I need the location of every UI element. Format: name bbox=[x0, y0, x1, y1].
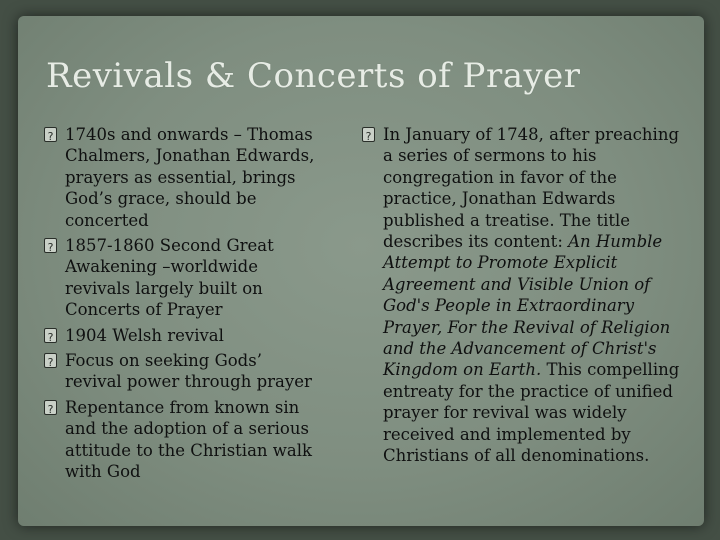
bullet-text: 1857-1860 Second Great Awakening –worldwide revivals largely built on Concerts of Prayer bbox=[65, 236, 274, 320]
bullet-text-intro: In January of 1748, after preaching a series of sermons to his congregation in favor of the practice, Jonathan Edwards published a treatise. The title describes its content: bbox=[383, 125, 680, 252]
list-item bbox=[44, 124, 322, 231]
treatise-title: An Humble Attempt to Promote Explicit Agreement and Visible Union of God's People in Extraordinary Prayer, For the Revival of Religion and the Advancement of Christ's Kingdom on Earth. bbox=[383, 232, 671, 380]
bullet-icon bbox=[44, 238, 57, 253]
list-item bbox=[44, 350, 322, 393]
slide-title: Revivals & Concerts of Prayer bbox=[46, 56, 581, 96]
right-column bbox=[362, 124, 692, 471]
bullet-text: 1740s and onwards – Thomas Chalmers, Jonathan Edwards, prayers as essential, brings God’s grace, should be concerted bbox=[65, 125, 315, 230]
list-item bbox=[44, 325, 322, 346]
bullet-icon bbox=[44, 353, 57, 368]
list-item bbox=[362, 124, 692, 467]
bullet-text: Repentance from known sin and the adoption of a serious attitude to the Christian walk with God bbox=[65, 397, 313, 482]
bullet-icon bbox=[44, 328, 57, 343]
bullet-icon bbox=[44, 127, 57, 142]
bullet-text: 1904 Welsh revival bbox=[65, 325, 224, 345]
bullet-text: Focus on seeking Gods’ revival power through prayer bbox=[65, 351, 312, 392]
bullet-icon bbox=[362, 127, 375, 142]
bullet-icon bbox=[44, 400, 57, 415]
right-bullet-list bbox=[362, 124, 692, 467]
list-item bbox=[44, 397, 322, 483]
bullet-text-outro: This compelling entreaty for the practice of unified prayer for revival was widely received and implemented by Christians of all denominations. bbox=[383, 360, 680, 466]
left-bullet-list bbox=[44, 124, 322, 483]
left-column bbox=[44, 124, 322, 487]
list-item bbox=[44, 235, 322, 321]
